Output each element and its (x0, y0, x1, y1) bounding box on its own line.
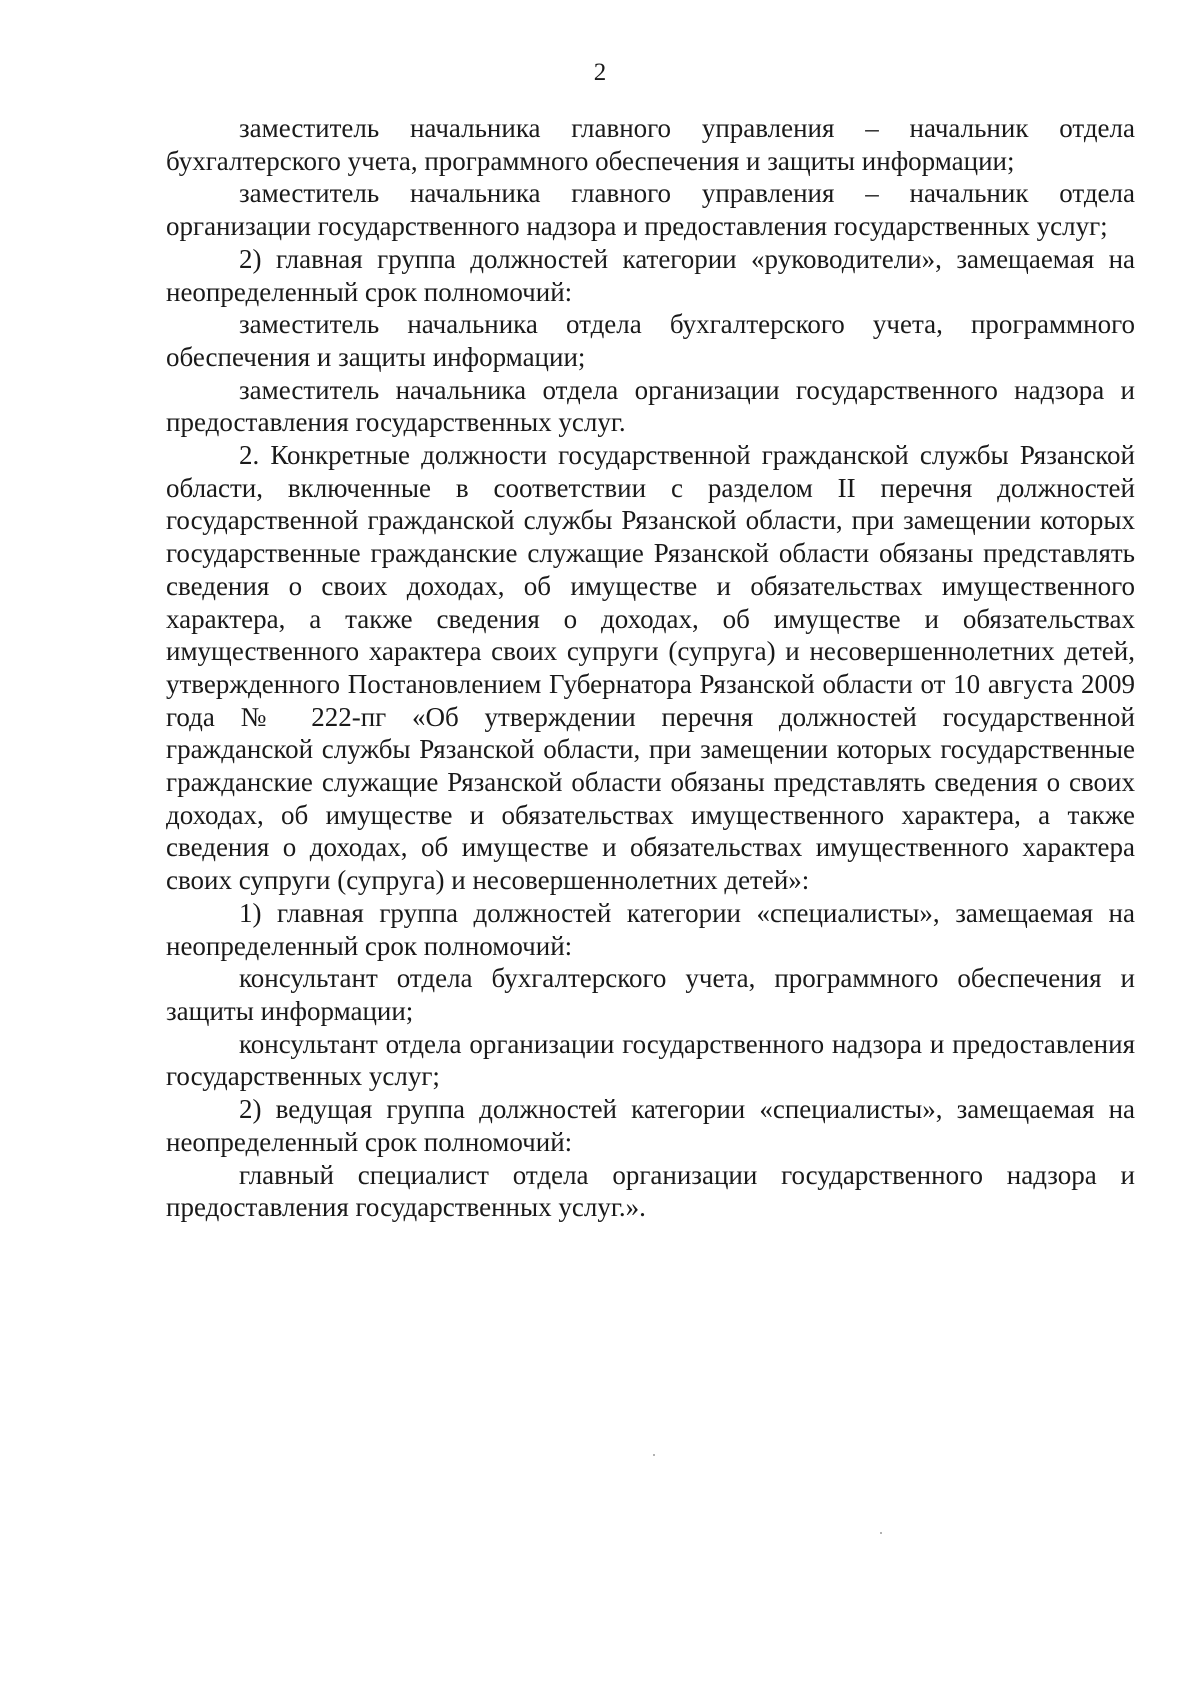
paragraph: 2) ведущая группа должностей категории «специалисты», замещаемая на неопределенный срок полномочий: (166, 1094, 1135, 1157)
paragraph: консультант отдела бухгалтерского учета, программного обеспечения и защиты информации; (166, 963, 1135, 1026)
scan-speck (653, 1454, 655, 1456)
paragraph: заместитель начальника отдела организации государственного надзора и предоставления государственных услуг. (166, 374, 1135, 438)
paragraph: 2) главная группа должностей категории «руководители», замещаемая на неопределенный срок полномочий: (166, 243, 1135, 307)
paragraph: 2. Конкретные должности государственной гражданской службы Рязанской области, включенные в соответствии с разделом II перечня должностей государственной гражданской службы Рязанской области, при замещении которых государственные гражданские служащие Рязанской области обязаны представлять сведения о своих доходах, об имуществе и обязательствах имущественного характера, а также сведения о доходах, об имуществе и обязательствах имущественного характера своих супруги (супруга) и несовершеннолетних детей, утвержденного Постановлением Губернатора Рязанской области от 10 августа 2009 года № 222-пг «Об утверждении перечня должностей государственной гражданской службы Рязанской области, при замещении которых государственные гражданские служащие Рязанской области обязаны представлять сведения о своих доходах, об имуществе и обязательствах имущественного характера, а также сведения о доходах, об имуществе и обязательствах имущественного характера своих супруги (супруга) и несовершеннолетних детей»: (166, 440, 1135, 896)
page-number: 2 (593, 59, 607, 86)
paragraph: заместитель начальника главного управления – начальник отдела бухгалтерского учета, программного обеспечения и защиты информации; (166, 113, 1135, 176)
paragraph: заместитель начальника отдела бухгалтерского учета, программного обеспечения и защиты информации; (166, 309, 1135, 372)
paragraph: главный специалист отдела организации государственного надзора и предоставления государственных услуг.». (166, 1159, 1135, 1223)
scan-speck (880, 1532, 882, 1534)
document-body (166, 112, 1135, 1224)
paragraph: 1) главная группа должностей категории «специалисты», замещаемая на неопределенный срок полномочий: (166, 897, 1135, 961)
paragraph: консультант отдела организации государственного надзора и предоставления государственных услуг; (166, 1028, 1135, 1092)
paragraph: заместитель начальника главного управления – начальник отдела организации государственного надзора и предоставления государственных услуг; (166, 178, 1135, 242)
